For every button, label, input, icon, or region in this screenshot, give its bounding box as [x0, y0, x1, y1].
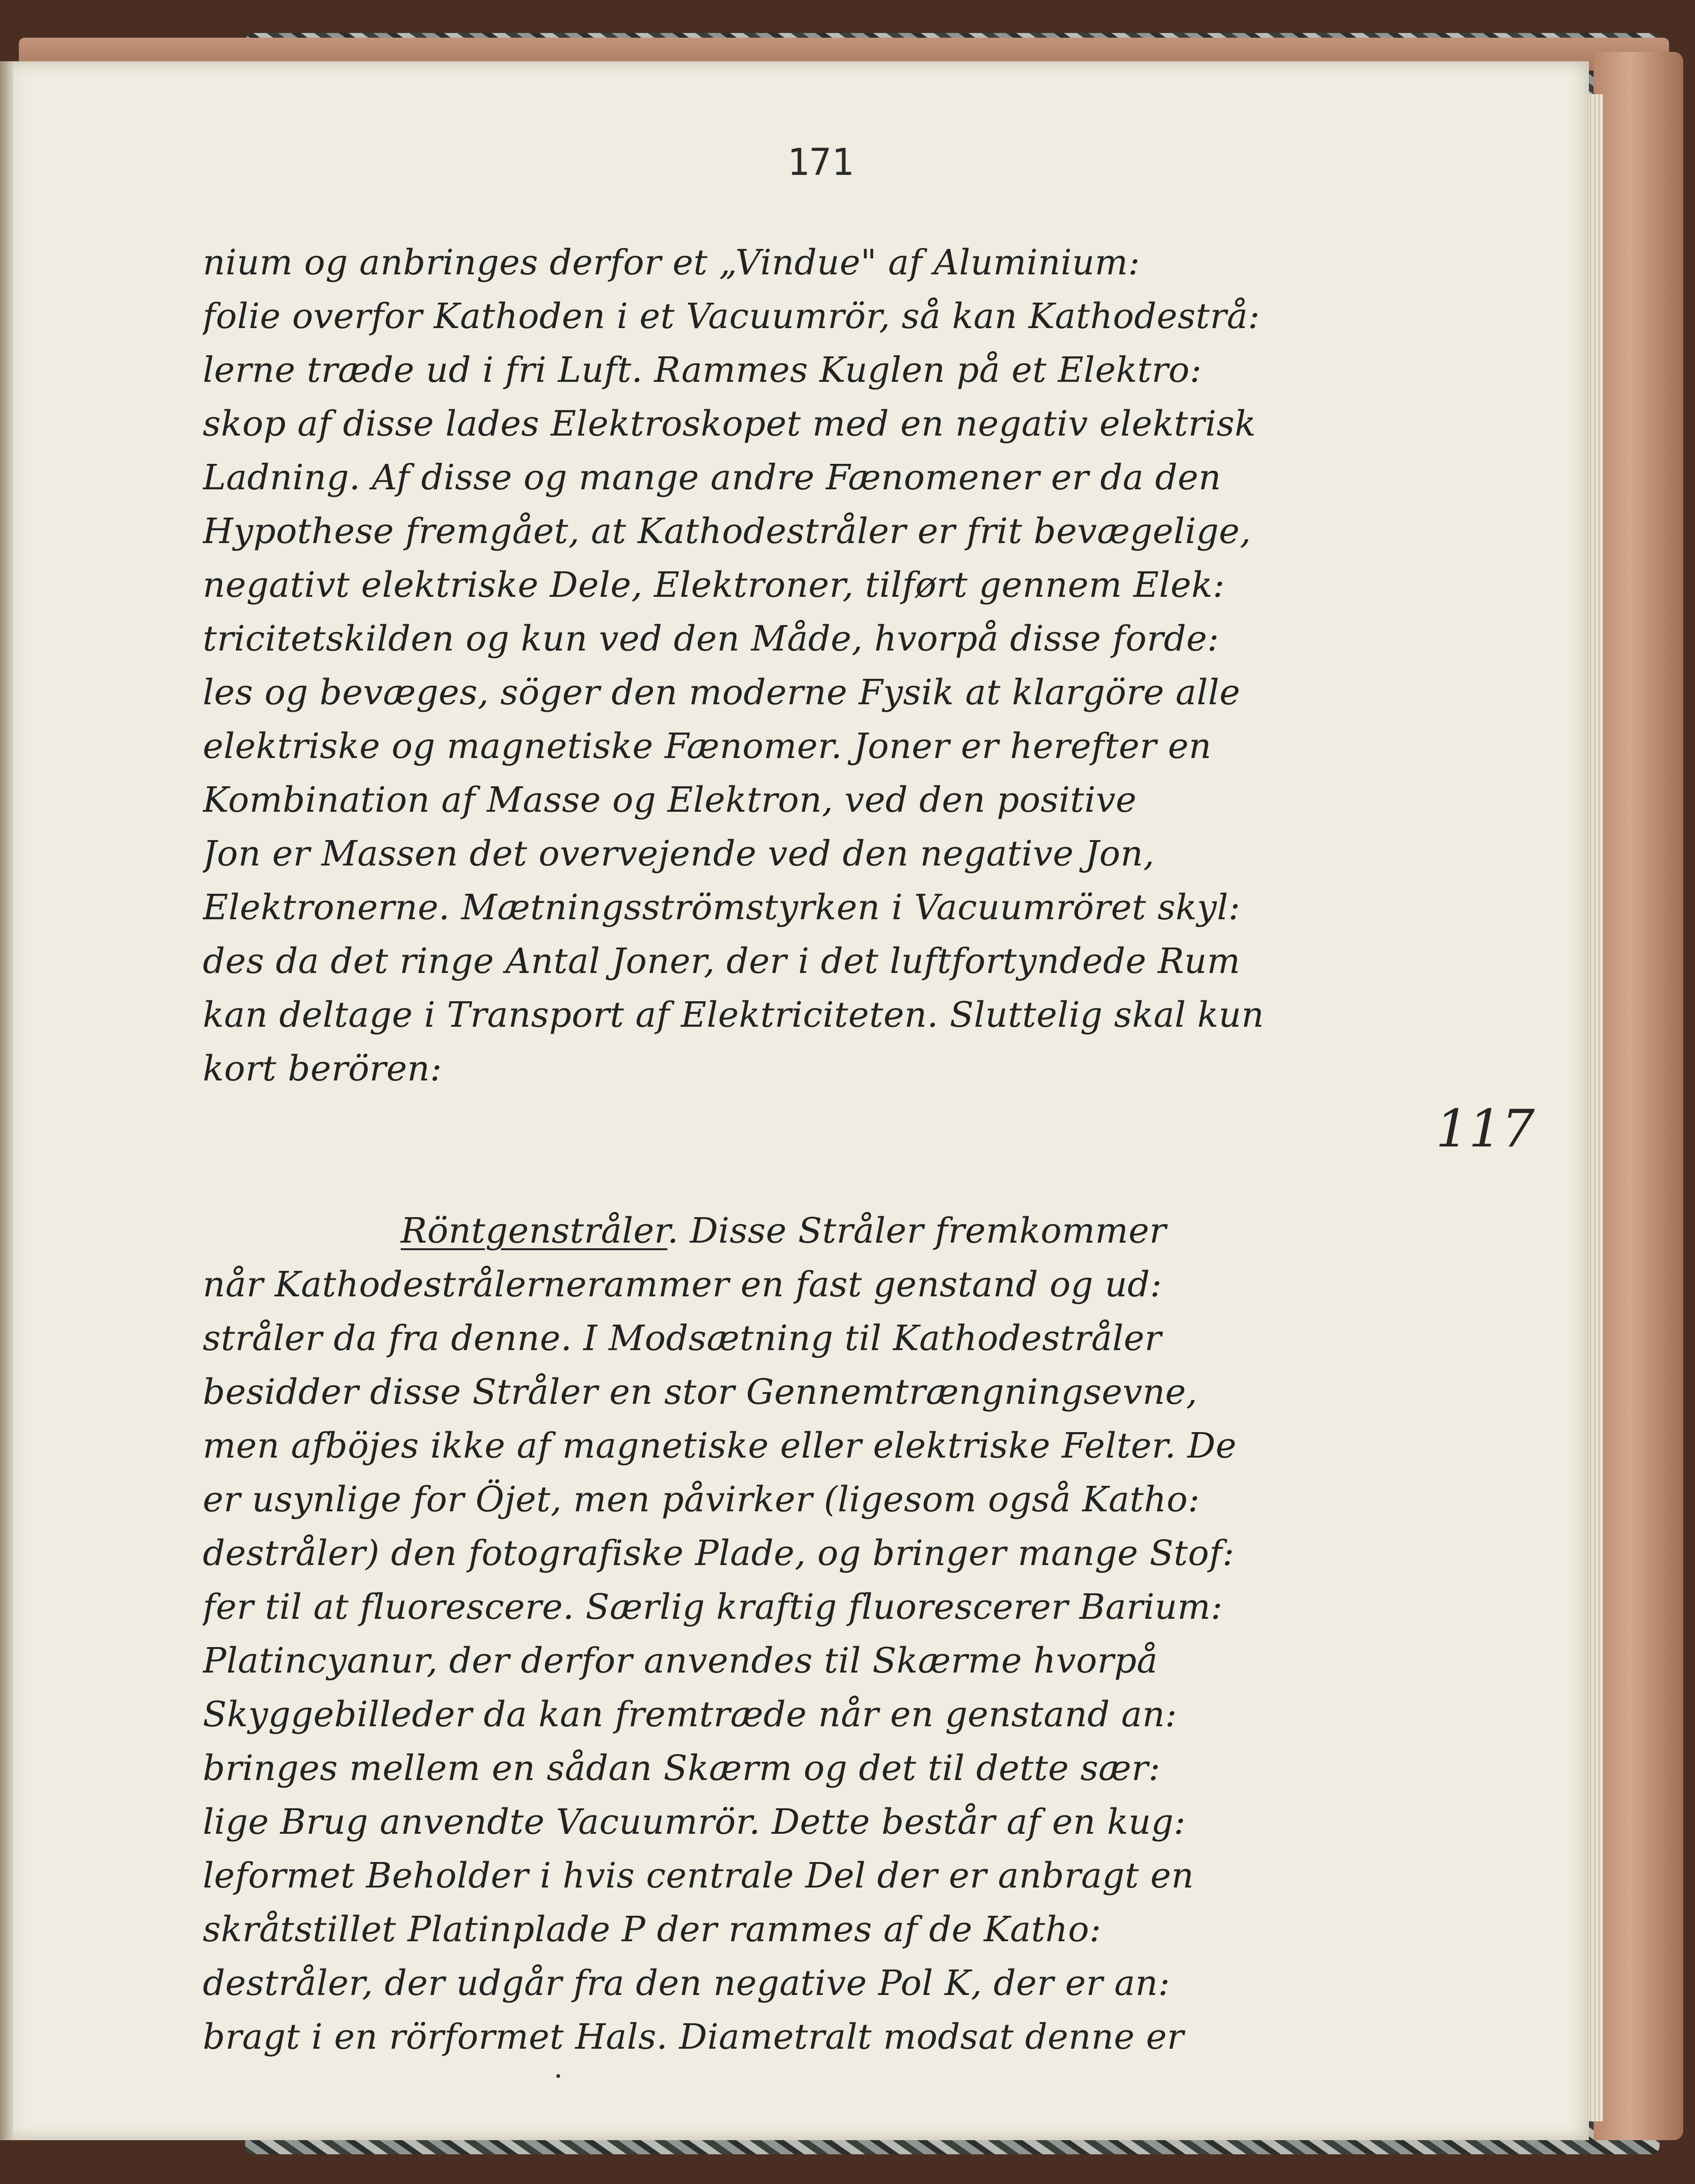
text-line: destråler) den fotografiske Plade, og bringer mange Stof:: [203, 1533, 1235, 1574]
text-line: leformet Beholder i hvis centrale Del der er anbragt en: [203, 1855, 1194, 1896]
text-line: kort berören:: [203, 1048, 442, 1089]
text-line: men afböjes ikke af magnetiske eller elektriske Felter. De: [203, 1426, 1237, 1466]
text-line: Kombination af Masse og Elektron, ved den positive: [203, 780, 1137, 820]
text-line: bringes mellem en sådan Skærm og det til dette sær:: [203, 1748, 1161, 1788]
text-line: les og bevæges, söger den moderne Fysik at klargöre alle: [203, 672, 1240, 713]
heading-line: [203, 1204, 1447, 1258]
text-line: besidder disse Stråler en stor Gennemtrængningsevne,: [203, 1372, 1198, 1412]
text-line: destråler, der udgår fra den negative Pol K, der er an:: [203, 1963, 1170, 2003]
page-number: 171: [787, 141, 854, 184]
text-line: Elektronerne. Mætningsströmstyrken i Vacuumröret skyl:: [203, 887, 1240, 928]
text-line: Ladning. Af disse og mange andre Fænomener er da den: [203, 457, 1222, 498]
paragraph-1: [203, 236, 1447, 1096]
text-line: Jon er Massen det overvejende ved den negative Jon,: [203, 833, 1155, 874]
text-line: når Kathodestrålernerammer en fast genstand og ud:: [203, 1264, 1162, 1305]
heading-line-rest: . Disse Stråler fremkommer: [667, 1211, 1166, 1251]
margin-number: 117: [1436, 1098, 1535, 1159]
text-line: kan deltage i Transport af Elektriciteten. Sluttelig skal kun: [203, 995, 1265, 1035]
text-line: Platincyanur, der derfor anvendes til Skærme hvorpå: [203, 1640, 1158, 1681]
text-line: stråler da fra denne. I Modsætning til Kathodestråler: [203, 1318, 1162, 1359]
text-line: folie overfor Kathoden i et Vacuumrör, så kan Kathodestrå:: [203, 296, 1260, 337]
page-binding: [0, 61, 13, 2140]
text-line: elektriske og magnetiske Fænomer. Joner er herefter en: [203, 726, 1212, 766]
text-line: Skyggebilleder da kan fremtræde når en genstand an:: [203, 1694, 1177, 1735]
text-line: lerne træde ud i fri Luft. Rammes Kuglen på et Elektro:: [203, 350, 1202, 390]
text-line: des da det ringe Antal Joner, der i det luftfortyndede Rum: [203, 941, 1240, 981]
text-line: skråtstillet Platinplade P der rammes af de Katho:: [203, 1909, 1101, 1950]
text-line: tricitetskilden og kun ved den Måde, hvorpå disse forde:: [203, 618, 1219, 659]
text-line: negativt elektriske Dele, Elektroner, tilført gennem Elek:: [203, 565, 1225, 605]
text-line: fer til at fluorescere. Særlig kraftig fluorescerer Barium:: [203, 1587, 1223, 1627]
ink-dot: [556, 2074, 560, 2078]
text-line: nium og anbringes derfor et „Vindue" af Aluminium:: [203, 242, 1140, 283]
text-line: bragt i en rörformet Hals. Diametralt modsat denne er: [203, 2017, 1184, 2057]
cover-right-edge: [1594, 52, 1683, 2140]
section-heading: Röntgenstråler: [401, 1211, 668, 1251]
text-line: lige Brug anvendte Vacuumrör. Dette består af en kug:: [203, 1802, 1186, 1842]
notebook-page: [0, 61, 1589, 2140]
paragraph-2: [203, 1204, 1447, 2064]
text-line: Hypothese fremgået, at Kathodestråler er frit bevægelige,: [203, 511, 1251, 552]
paragraph-gap: [203, 1096, 1447, 1204]
handwritten-text: [203, 236, 1447, 2064]
text-line: skop af disse lades Elektroskopet med en negativ elektrisk: [203, 404, 1257, 444]
text-line: er usynlige for Öjet, men påvirker (ligesom også Katho:: [203, 1479, 1200, 1520]
